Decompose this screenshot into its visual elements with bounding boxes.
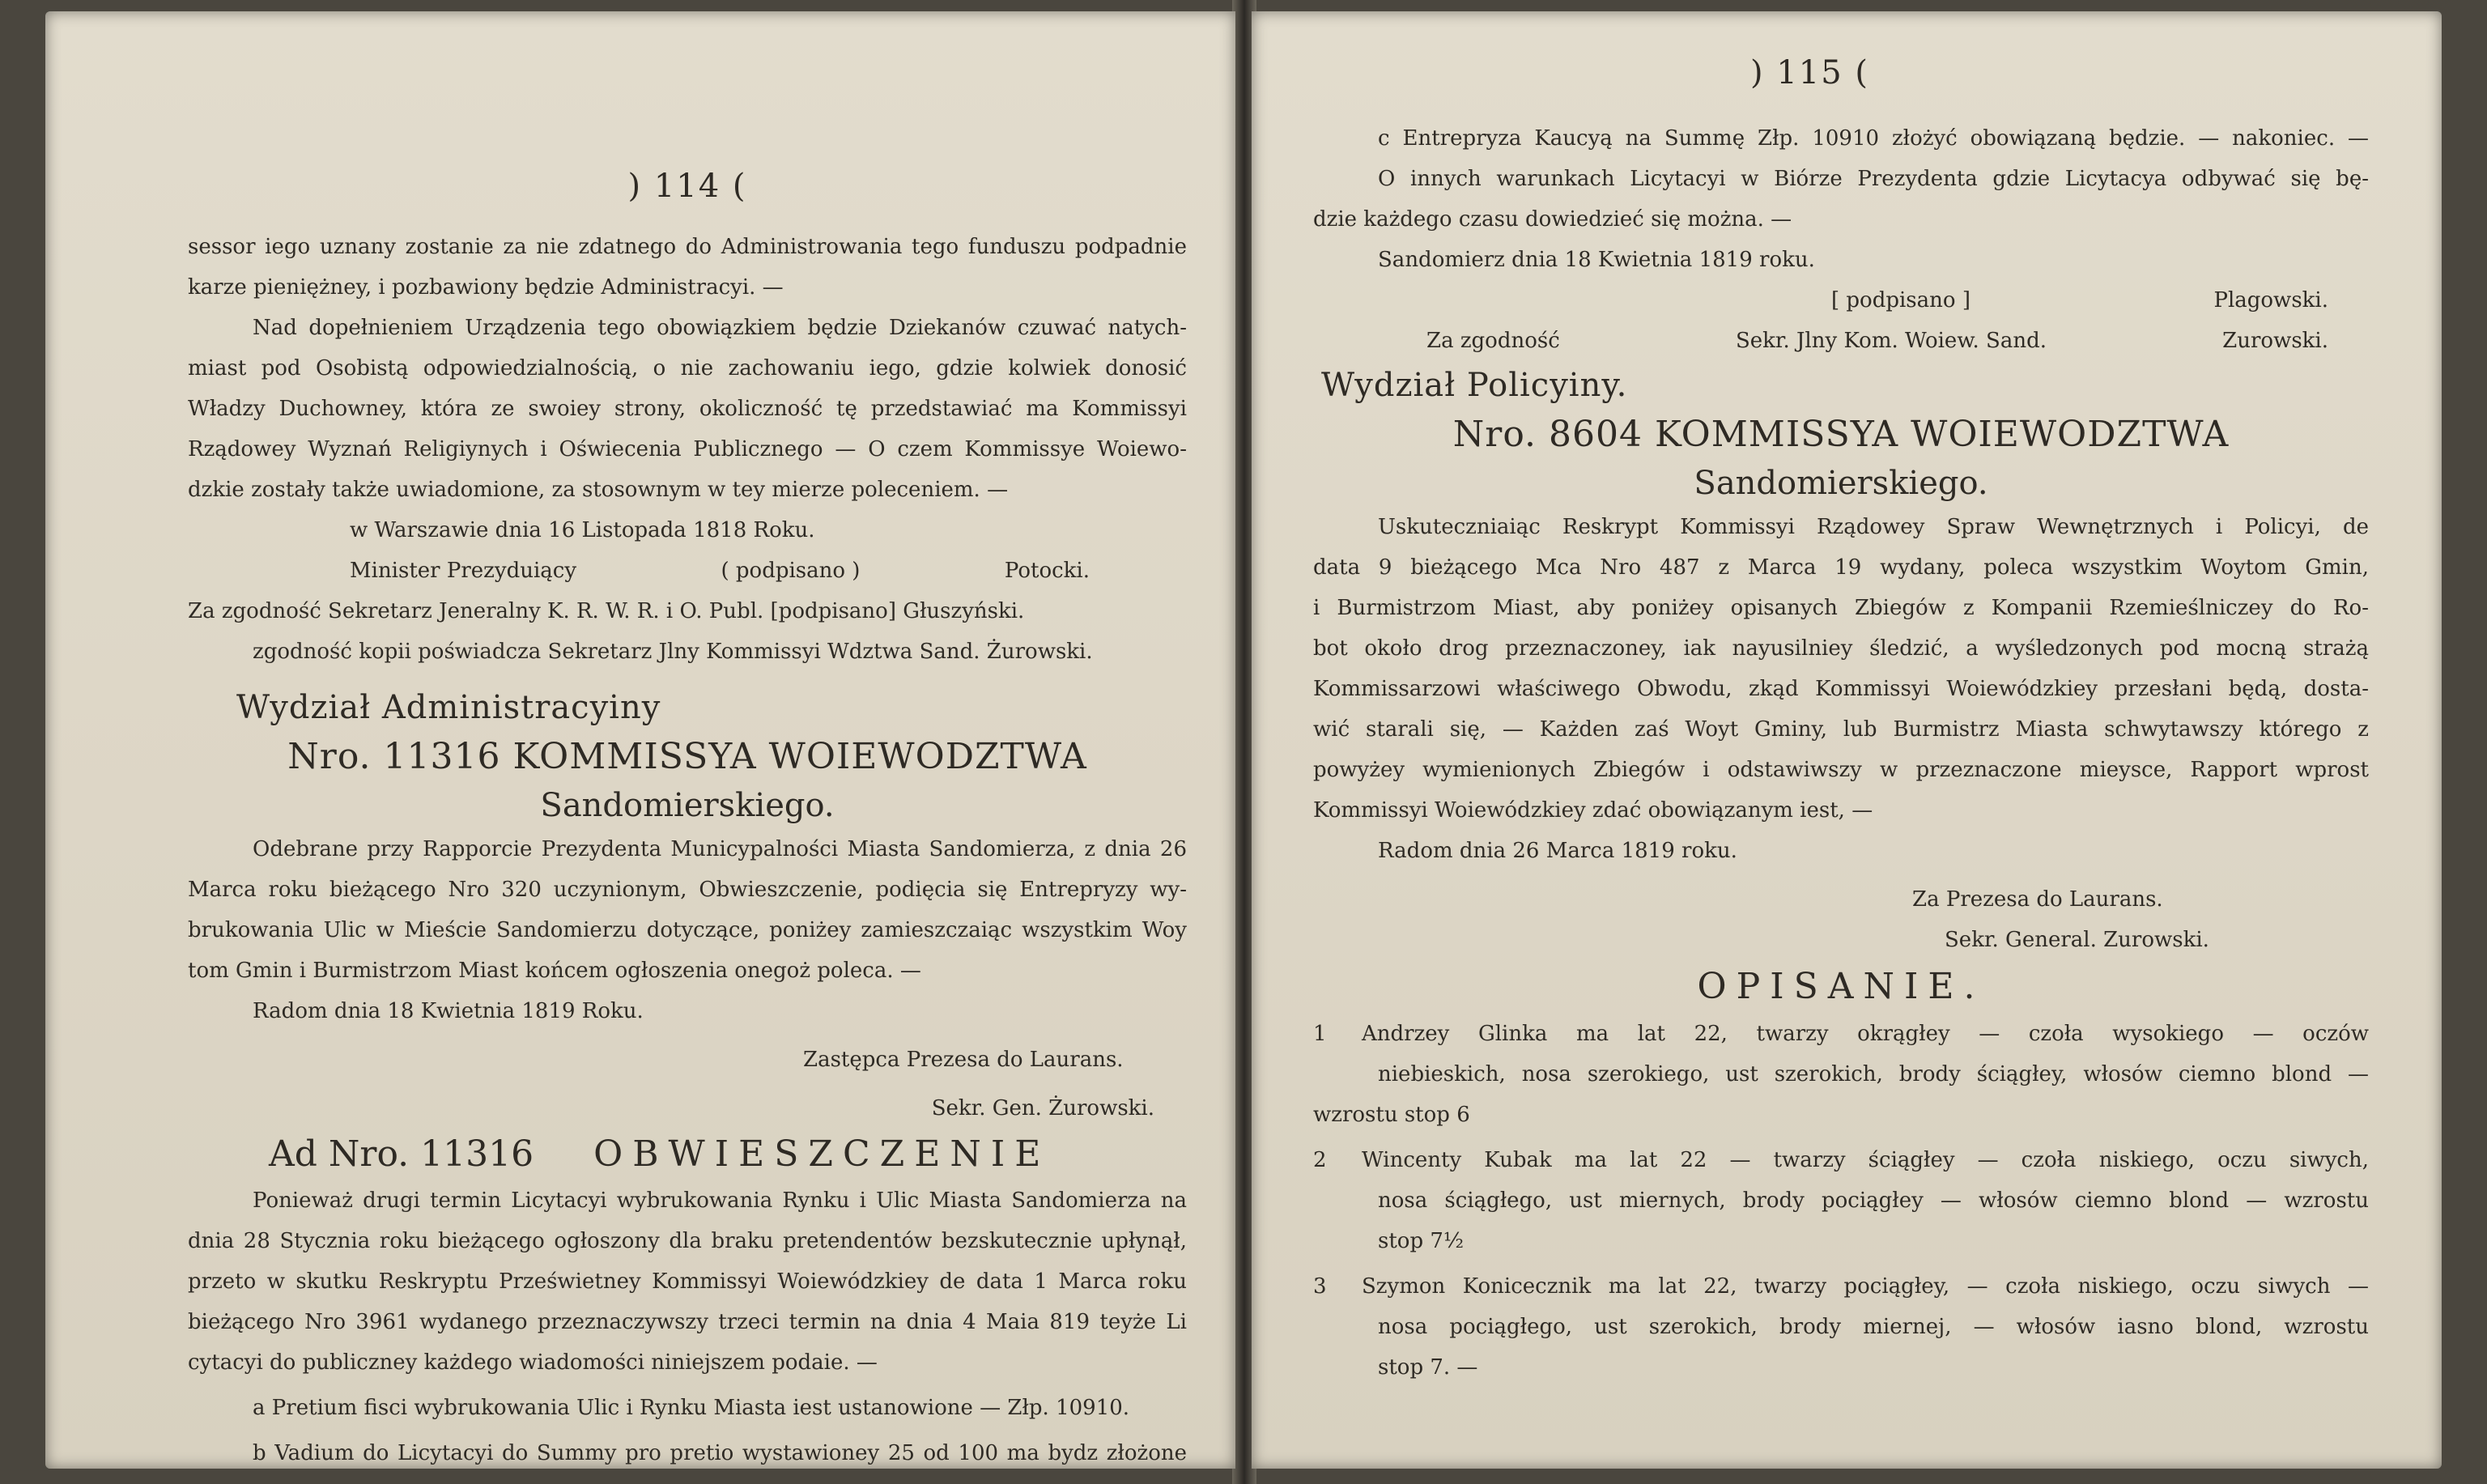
text-line: tom Gmin i Burmistrzom Miast końcem ogłoszenia onegoż poleca. —	[188, 959, 921, 983]
entry-number: 1	[1313, 1022, 1327, 1046]
left-page	[45, 11, 1235, 1469]
place-date: Radom dnia 18 Kwietnia 1819 Roku.	[253, 999, 644, 1023]
text-line: Marca roku bieżącego Nro 320 uczynionym, Obwieszczenie, podięcia się Entrepryzy wy-	[188, 878, 1187, 902]
text-line: Uskuteczniaiąc Reskrypt Kommissyi Rządowey Spraw Wewnętrznych i Policyi, de	[1378, 515, 2369, 539]
signature-row	[188, 551, 1187, 591]
entry-text: Szymon Konicecznik ma lat 22, twarzy pociągłey, — czoła niskiego, oczu siwych —	[1362, 1274, 2369, 1299]
text-line: Odebrane przy Rapporcie Prezydenta Municypalności Miasta Sandomierza, z dnia 26	[253, 837, 1187, 861]
description-heading: OPISANIE.	[1697, 966, 1985, 1007]
announcement-title: OBWIESZCZENIE	[593, 1133, 1051, 1175]
text-line: dnia 28 Stycznia roku bieżącego ogłoszony dla braku pretendentów bezskutecznie upłynął,	[188, 1229, 1187, 1253]
commission-place: Sandomierskiego.	[1694, 465, 1988, 502]
text-line: bieżącego Nro 3961 wydanego przeznaczywszy trzeci termin na dnia 4 Maia 819 teyże Li	[188, 1310, 1187, 1334]
text-line: niebieskich, nosa szerokiego, ust szerokich, brody ściągłey, włosów ciemno blond —	[1378, 1062, 2369, 1086]
page-number: ) 115 (	[1750, 54, 1869, 91]
text-line: Kommissyi Woiewódzkiey zdać obowiązanym iest, —	[1313, 798, 1873, 823]
text-line: miast pod Osobistą odpowiedzialnością, o nie zachowaniu iego, gdzie kolwiek donosić	[188, 356, 1187, 381]
text-line: cytacyi do publiczney każdego wiadomości niniejszem podaie. —	[188, 1350, 878, 1375]
list-item	[1313, 1140, 2369, 1261]
place-date: Radom dnia 26 Marca 1819 roku.	[1378, 839, 1737, 863]
text-line: Ponieważ drugi termin Licytacyi wybrukowania Rynku i Ulic Miasta Sandomierza na	[253, 1188, 1187, 1213]
text-line: powyżey wymienionych Zbiegów i odstawiwszy w przeznaczone mieysce, Rapport wprost	[1313, 758, 2369, 782]
text-line	[1313, 1014, 2369, 1054]
signature-line: Sekr. General. Zurowski.	[1945, 928, 2209, 952]
announcement-heading	[188, 1129, 1187, 1180]
list-item	[1313, 1014, 2369, 1135]
text-line: nosa ściągłego, ust miernych, brody pociągłey — włosów ciemno blond — wzrostu	[1378, 1188, 2369, 1213]
text-line: stop 7. —	[1378, 1355, 1478, 1380]
announcement-number: Ad Nro. 11316	[269, 1133, 534, 1175]
department-heading: Wydział Policyiny.	[1321, 367, 1628, 404]
text-line: c Entrepryza Kaucyą na Summę Złp. 10910 złożyć obowiązaną będzie. — nakoniec. —	[1378, 126, 2369, 151]
signature-name: Zurowski.	[2222, 329, 2328, 353]
text-line: sessor iego uznany zostanie za nie zdatnego do Administrowania tego funduszu podpadnie	[188, 235, 1187, 259]
signature-note: ( podpisano )	[721, 559, 861, 583]
list-item: a Pretium fisci wybrukowania Ulic i Rynku Miasta iest ustanowione — Złp. 10910.	[253, 1396, 1130, 1420]
commission-heading: Nro. 11316 KOMMISSYA WOIEWODZTWA	[287, 736, 1087, 777]
text-line: bot około drog przeznaczoney, iak nayusilniey śledzić, a wyśledzonych pod mocną strażą	[1313, 636, 2369, 661]
signature-line: Zastępca Prezesa do Laurans.	[803, 1048, 1124, 1072]
right-page	[1252, 11, 2442, 1469]
text-line	[1313, 1140, 2369, 1180]
text-line: wzrostu stop 6	[1313, 1103, 1470, 1127]
signature-line: zgodność kopii poświadcza Sekretarz Jlny Kommissyi Wdztwa Sand. Żurowski.	[253, 640, 1093, 664]
page-number: ) 114 (	[627, 168, 747, 205]
place-date: w Warszawie dnia 16 Listopada 1818 Roku.	[350, 518, 815, 542]
signature-note: [ podpisano ]	[1831, 288, 1970, 313]
text-line: brukowania Ulic w Mieście Sandomierzu dotyczące, poniżey zamieszczaiąc wszystkim Woy	[188, 918, 1187, 942]
text-line: i Burmistrzom Miast, aby poniżey opisanych Zbiegów z Kompanii Rzemieślniczey do Ro-	[1313, 596, 2369, 620]
signature-role: Za zgodność	[1426, 329, 1560, 353]
place-date: Sandomierz dnia 18 Kwietnia 1819 roku.	[1378, 248, 1815, 272]
signature-office: Sekr. Jlny Kom. Woiew. Sand.	[1735, 329, 2047, 353]
entry-number: 2	[1313, 1148, 1327, 1172]
text-line: przeto w skutku Reskryptu Prześwietney Kommissyi Woiewódzkiey de data 1 Marca roku	[188, 1269, 1187, 1294]
entry-number: 3	[1313, 1274, 1327, 1299]
text-line: stop 7½	[1378, 1229, 1465, 1253]
text-line: karze pieniężney, i pozbawiony będzie Administracyi. —	[188, 275, 784, 300]
text-line: data 9 bieżącego Mca Nro 487 z Marca 19 wydany, poleca wszystkim Woytom Gmin,	[1313, 555, 2369, 580]
signature-line: Za zgodność Sekretarz Jeneralny K. R. W. R. i O. Publ. [podpisano] Głuszyński.	[188, 599, 1025, 623]
text-line: Nad dopełnieniem Urządzenia tego obowiązkiem będzie Dziekanów czuwać natych-	[253, 316, 1187, 340]
left-page-content	[45, 11, 1235, 1473]
signature-role: Minister Prezyduiący	[350, 559, 577, 583]
signature-row	[1313, 321, 2369, 361]
signature-line: Za Prezesa do Laurans.	[1912, 887, 2163, 912]
text-line	[1313, 1266, 2369, 1307]
commission-place: Sandomierskiego.	[540, 787, 835, 824]
list-item	[1313, 1266, 2369, 1388]
text-line: wić starali się, — Każden zaś Woyt Gminy, lub Burmistrz Miasta schwytawszy którego z	[1313, 717, 2369, 742]
signature-row	[1313, 280, 2369, 321]
text-line: Władzy Duchowney, która ze swoiey strony, okoliczność tę przedstawiać ma Kommissyi	[188, 397, 1187, 421]
text-line: Rządowey Wyznań Religiynych i Oświecenia Publicznego — O czem Kommissye Woiewo-	[188, 437, 1187, 461]
text-line: O innych warunkach Licytacyi w Biórze Prezydenta gdzie Licytacya odbywać się bę-	[1378, 167, 2369, 191]
right-page-content	[1252, 11, 2442, 1388]
text-line: nosa pociągłego, ust szerokich, brody miernej, — włosów iasno blond, wzrostu	[1378, 1315, 2369, 1339]
list-item: b Vadium do Licytacyi do Summy pro pretio wystawioney 25 od 100 ma bydz złożone	[253, 1441, 1187, 1465]
text-line: Kommissarzowi właściwego Obwodu, zkąd Kommissyi Woiewódzkiey przesłani będą, dosta-	[1313, 677, 2369, 701]
signature-name: Plagowski.	[2213, 288, 2328, 313]
signature-line: Sekr. Gen. Żurowski.	[931, 1096, 1154, 1120]
text-line: dzkie zostały także uwiadomione, za stosownym w tey mierze poleceniem. —	[188, 478, 1009, 502]
entry-text: Wincenty Kubak ma lat 22 — twarzy ściągłey — czoła niskiego, oczu siwych,	[1362, 1148, 2369, 1172]
entry-text: Andrzey Glinka ma lat 22, twarzy okrągłey — czoła wysokiego — oczów	[1362, 1022, 2369, 1046]
signature-name: Potocki.	[1004, 559, 1090, 583]
commission-heading: Nro. 8604 KOMMISSYA WOIEWODZTWA	[1452, 414, 2230, 455]
text-line: dzie każdego czasu dowiedzieć się można. —	[1313, 207, 1792, 232]
department-heading: Wydział Administracyiny	[236, 689, 661, 726]
